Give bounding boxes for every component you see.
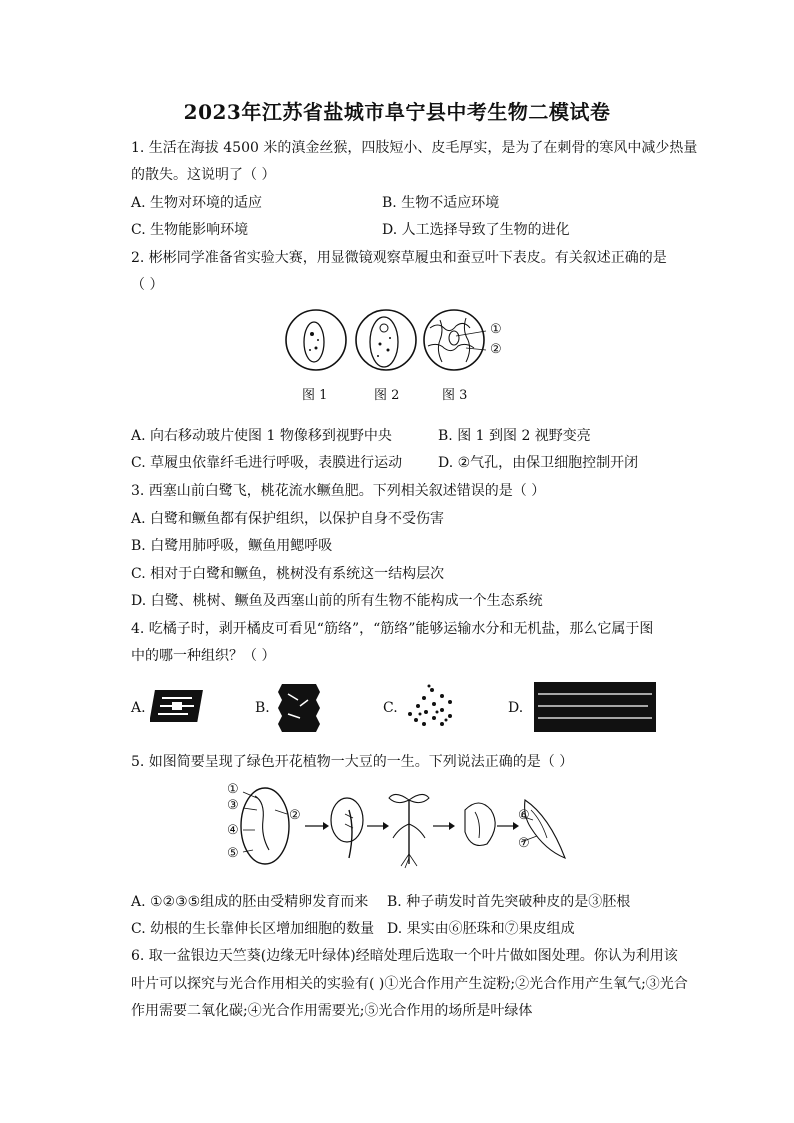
q5-option-a[interactable]: A. ①②③⑤组成的胚由受精卵发育而来 xyxy=(131,894,369,910)
q5-mark-2: ② xyxy=(289,808,301,823)
soybean-lifecycle-figure xyxy=(225,780,575,870)
q5-mark-4: ④ xyxy=(227,823,239,838)
q3-option-a[interactable]: A. 白鹭和鳜鱼都有保护组织，以保护自身不受伤害 xyxy=(131,511,445,527)
q5-mark-5: ⑤ xyxy=(227,846,239,861)
q2-option-d[interactable]: D. ②气孔，由保卫细胞控制开闭 xyxy=(438,455,639,471)
q5-mark-3: ③ xyxy=(227,798,239,813)
q5-stem: 5. 如图简要呈现了绿色开花植物一大豆的一生。下列说法正确的是（ ） xyxy=(131,754,574,770)
q3-option-b[interactable]: B. 白鹭用肺呼吸，鳜鱼用鳃呼吸 xyxy=(131,538,333,554)
q2-fig1-caption: 图 1 xyxy=(302,388,328,403)
q1-option-a[interactable]: A. 生物对环境的适应 xyxy=(131,195,263,211)
q4-option-b[interactable]: B. xyxy=(255,700,270,716)
q1-option-d[interactable]: D. 人工选择导致了生物的进化 xyxy=(382,222,570,238)
q5-option-d[interactable]: D. 果实由⑥胚珠和⑦果皮组成 xyxy=(387,921,575,937)
q3-option-d[interactable]: D. 白鹭、桃树、鳜鱼及西塞山前的所有生物不能构成一个生态系统 xyxy=(131,593,543,609)
q1-stem-line1: 1. 生活在海拔 4500 米的滇金丝猴，四肢短小、皮毛厚实，是为了在刺骨的寒风中减少热量 xyxy=(131,140,698,156)
q2-fig3-caption: 图 3 xyxy=(442,388,468,403)
q4-stem-line1: 4. 吃橘子时，剥开橘皮可看见“筋络”，“筋络”能够运输水分和无机盐，那么它属于图 xyxy=(131,621,654,637)
q3-option-c[interactable]: C. 相对于白鹭和鳜鱼，桃树没有系统这一结构层次 xyxy=(131,566,445,582)
q1-stem-line2: 的散失。这说明了（ ） xyxy=(131,167,276,183)
q5-mark-7: ⑦ xyxy=(518,836,530,851)
microscope-figures xyxy=(280,300,520,380)
exam-title: 2023年江苏省盐城市阜宁县中考生物二模试卷 xyxy=(183,100,611,124)
q2-stem-line1: 2. 彬彬同学准备省实验大赛，用显微镜观察草履虫和蚕豆叶下表皮。有关叙述正确的是 xyxy=(131,250,667,266)
q2-stem-line2: （ ） xyxy=(131,277,164,293)
q5-option-b[interactable]: B. 种子萌发时首先突破种皮的是③胚根 xyxy=(387,894,631,910)
q3-stem: 3. 西塞山前白鹭飞，桃花流水鳜鱼肥。下列相关叙述错误的是（ ） xyxy=(131,483,546,499)
q2-option-c[interactable]: C. 草履虫依靠纤毛进行呼吸，表膜进行运动 xyxy=(131,455,403,471)
q2-fig3-mark-2: ② xyxy=(490,342,502,357)
q4-option-d[interactable]: D. xyxy=(508,700,524,716)
q5-mark-1: ① xyxy=(227,782,239,797)
q2-fig3-mark-1: ① xyxy=(490,322,502,337)
q4-option-c[interactable]: C. xyxy=(383,700,398,716)
tissue-b-image xyxy=(276,680,322,734)
q1-option-b[interactable]: B. 生物不适应环境 xyxy=(382,195,500,211)
q4-stem-line2: 中的哪一种组织？（ ） xyxy=(131,648,276,664)
q5-mark-6: ⑥ xyxy=(518,808,530,823)
q2-option-a[interactable]: A. 向右移动玻片使图 1 物像移到视野中央 xyxy=(131,428,392,444)
tissue-a-image xyxy=(150,684,210,728)
q6-stem-line2: 叶片可以探究与光合作用相关的实验有( )①光合作用产生淀粉;②光合作用产生氧气;③光合 xyxy=(131,976,688,992)
tissue-d-image xyxy=(530,680,660,734)
q4-option-a[interactable]: A. xyxy=(131,700,146,716)
q5-option-c[interactable]: C. 幼根的生长靠伸长区增加细胞的数量 xyxy=(131,921,375,937)
q6-stem-line1: 6. 取一盆银边天竺葵(边缘无叶绿体)经暗处理后选取一个叶片做如图处理。你认为利用该 xyxy=(131,948,678,964)
tissue-c-image xyxy=(402,684,458,728)
q1-option-c[interactable]: C. 生物能影响环境 xyxy=(131,222,249,238)
q6-stem-line3: 作用需要二氧化碳;④光合作用需要光;⑤光合作用的场所是叶绿体 xyxy=(131,1003,533,1019)
q2-fig2-caption: 图 2 xyxy=(374,388,400,403)
q2-option-b[interactable]: B. 图 1 到图 2 视野变亮 xyxy=(438,428,591,444)
